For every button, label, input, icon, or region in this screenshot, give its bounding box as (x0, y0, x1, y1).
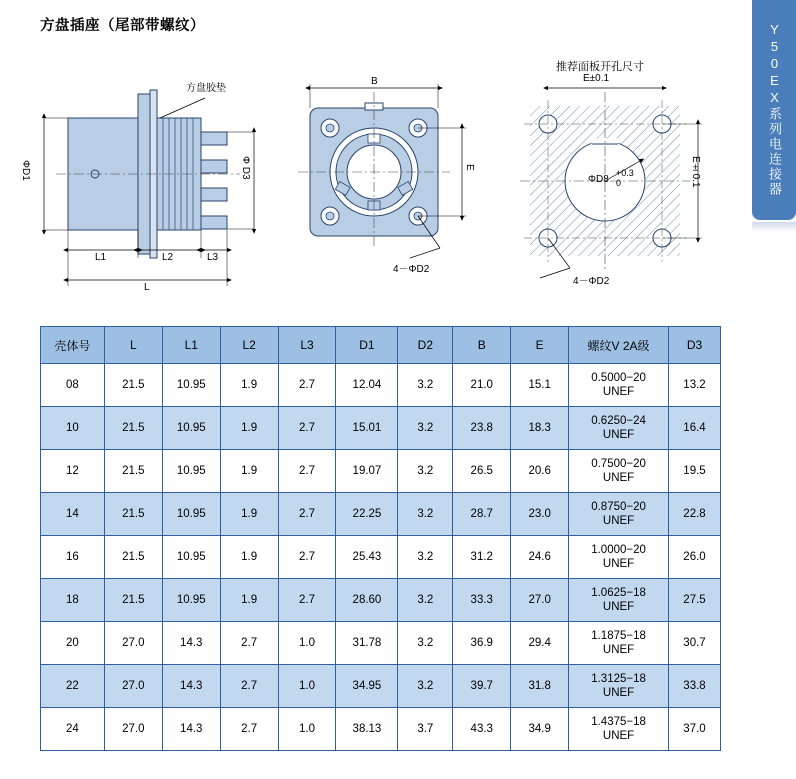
cell-thread-series: UNEF (602, 687, 635, 699)
cell-d1: 12.04 (336, 364, 398, 407)
cell-l2: 2.7 (220, 622, 278, 665)
cell-l1: 10.95 (162, 450, 220, 493)
table-header-row (41, 327, 721, 364)
cell-thread-size: 1.0000−20 (591, 543, 646, 556)
cell-l2: 2.7 (220, 665, 278, 708)
cell-thread-series: UNEF (602, 730, 635, 742)
cell-shell: 14 (41, 493, 105, 536)
cell-shell: 24 (41, 708, 105, 751)
cell-d1: 15.01 (336, 407, 398, 450)
cell-b: 21.0 (453, 364, 511, 407)
cell-d3: 30.7 (669, 622, 721, 665)
cell-b: 31.2 (453, 536, 511, 579)
cell-l1: 10.95 (162, 579, 220, 622)
cell-b: 28.7 (453, 493, 511, 536)
cell-thread (569, 665, 669, 708)
cell-e: 20.6 (511, 450, 569, 493)
cell-e: 18.3 (511, 407, 569, 450)
cell-l3: 1.0 (278, 622, 336, 665)
table-row (41, 579, 721, 622)
cell-l3: 2.7 (278, 450, 336, 493)
cell-l2: 1.9 (220, 450, 278, 493)
cell-b: 43.3 (453, 708, 511, 751)
cell-thread-size: 0.5000−20 (591, 371, 646, 384)
col-header-b: B (453, 327, 511, 364)
cell-l2: 1.9 (220, 536, 278, 579)
cell-l1: 10.95 (162, 407, 220, 450)
cell-l: 27.0 (104, 622, 162, 665)
cell-shell: 22 (41, 665, 105, 708)
cell-l1: 10.95 (162, 493, 220, 536)
cell-shell: 18 (41, 579, 105, 622)
label-l2: L2 (162, 252, 174, 263)
cell-d3: 33.8 (669, 665, 721, 708)
cell-l3: 2.7 (278, 364, 336, 407)
cell-d3: 16.4 (669, 407, 721, 450)
cell-b: 23.8 (453, 407, 511, 450)
cell-shell: 12 (41, 450, 105, 493)
cell-l3: 1.0 (278, 708, 336, 751)
cell-l3: 2.7 (278, 493, 336, 536)
label-d1: ΦD1 (20, 160, 31, 181)
col-header-d2: D2 (398, 327, 453, 364)
cell-thread-size: 0.7500−20 (591, 457, 646, 470)
cell-d3: 26.0 (669, 536, 721, 579)
cell-d2: 3.2 (398, 364, 453, 407)
cell-l1: 10.95 (162, 536, 220, 579)
cell-b: 39.7 (453, 665, 511, 708)
cell-d1: 19.07 (336, 450, 398, 493)
side-view-drawing (44, 90, 254, 286)
cell-l1: 14.3 (162, 665, 220, 708)
cell-d2: 3.2 (398, 450, 453, 493)
cell-l: 21.5 (104, 579, 162, 622)
label-gasket: 方盘胶垫 (186, 83, 226, 94)
table-row (41, 622, 721, 665)
table-row (41, 536, 721, 579)
col-header-d1: D1 (336, 327, 398, 364)
cell-d3: 22.8 (669, 493, 721, 536)
series-side-tab (752, 0, 796, 220)
cell-thread-size: 1.4375−18 (591, 715, 646, 728)
cell-l2: 2.7 (220, 708, 278, 751)
cell-thread (569, 536, 669, 579)
cell-shell: 10 (41, 407, 105, 450)
cell-l: 27.0 (104, 708, 162, 751)
cell-thread-size: 0.6250−24 (591, 414, 646, 427)
label-l3: L3 (207, 252, 219, 263)
cell-l1: 10.95 (162, 364, 220, 407)
cell-d3: 13.2 (669, 364, 721, 407)
cell-thread (569, 622, 669, 665)
table-row (41, 450, 721, 493)
cell-d2: 3.2 (398, 665, 453, 708)
col-header-thread: 螺纹V 2A级 (569, 327, 669, 364)
cell-d3: 19.5 (669, 450, 721, 493)
technical-drawing-area (0, 46, 740, 316)
label-4-d2-front: 4－ΦD2 (393, 264, 430, 275)
cell-d1: 22.25 (336, 493, 398, 536)
cell-d1: 38.13 (336, 708, 398, 751)
cell-b: 36.9 (453, 622, 511, 665)
table-row (41, 708, 721, 751)
label-e-front: E (464, 164, 475, 171)
col-header-l2: L2 (220, 327, 278, 364)
cell-thread-size: 1.1875−18 (591, 629, 646, 642)
cell-d3: 27.5 (669, 579, 721, 622)
cell-d1: 31.78 (336, 622, 398, 665)
cell-shell: 08 (41, 364, 105, 407)
cell-e: 29.4 (511, 622, 569, 665)
cell-d2: 3.2 (398, 579, 453, 622)
panel-cutout-title: 推荐面板开孔尺寸 (556, 61, 644, 73)
table-row (41, 665, 721, 708)
cell-l2: 1.9 (220, 407, 278, 450)
cell-e: 34.9 (511, 708, 569, 751)
cell-e: 31.8 (511, 665, 569, 708)
cell-d2: 3.7 (398, 708, 453, 751)
cell-thread (569, 708, 669, 751)
cell-thread-series: UNEF (602, 429, 635, 441)
cell-l: 21.5 (104, 493, 162, 536)
cell-shell: 20 (41, 622, 105, 665)
series-side-tab-label: Y50EX系列电连接器 (767, 22, 782, 197)
cell-l: 21.5 (104, 536, 162, 579)
label-e-right-cutout: E±0.1 (690, 156, 701, 188)
table-row (41, 407, 721, 450)
cell-l3: 2.7 (278, 407, 336, 450)
cell-l1: 14.3 (162, 622, 220, 665)
drawing-svg (0, 46, 740, 316)
cell-thread-series: UNEF (602, 386, 635, 398)
label-4-d2-cutout: 4－ΦD2 (573, 276, 610, 287)
cell-l2: 1.9 (220, 493, 278, 536)
cell-l: 21.5 (104, 407, 162, 450)
cell-thread (569, 364, 669, 407)
cell-l2: 1.9 (220, 579, 278, 622)
cell-thread (569, 579, 669, 622)
cell-d1: 28.60 (336, 579, 398, 622)
cell-thread-size: 1.3125−18 (591, 672, 646, 685)
cell-thread (569, 493, 669, 536)
cell-e: 27.0 (511, 579, 569, 622)
cell-l3: 2.7 (278, 536, 336, 579)
cell-thread-size: 0.8750−20 (591, 500, 646, 513)
cell-d3: 37.0 (669, 708, 721, 751)
col-header-e: E (511, 327, 569, 364)
cell-l: 27.0 (104, 665, 162, 708)
cell-d2: 3.2 (398, 407, 453, 450)
side-tab-shadow (752, 222, 796, 232)
cell-e: 24.6 (511, 536, 569, 579)
cell-thread (569, 407, 669, 450)
panel-cutout-drawing (520, 88, 702, 278)
cell-thread (569, 450, 669, 493)
page-title: 方盘插座（尾部带螺纹） (40, 18, 205, 34)
col-header-d3: D3 (669, 327, 721, 364)
cell-thread-series: UNEF (602, 515, 635, 527)
col-header-l3: L3 (278, 327, 336, 364)
label-l: L (144, 282, 150, 293)
label-e-top-cutout: E±0.1 (583, 73, 610, 84)
cell-l: 21.5 (104, 450, 162, 493)
cell-b: 26.5 (453, 450, 511, 493)
label-l1: L1 (95, 252, 107, 263)
cell-d2: 3.2 (398, 493, 453, 536)
cell-e: 15.1 (511, 364, 569, 407)
cell-l: 21.5 (104, 364, 162, 407)
label-b: B (371, 76, 378, 87)
cell-e: 23.0 (511, 493, 569, 536)
table-row (41, 493, 721, 536)
cell-thread-size: 1.0625−18 (591, 586, 646, 599)
cell-thread-series: UNEF (602, 558, 635, 570)
cell-d2: 3.2 (398, 536, 453, 579)
specification-table (40, 326, 721, 751)
label-d8-diameter: ΦD8 (588, 174, 609, 185)
label-d8-tol-lower: 0 (616, 178, 622, 188)
cell-d1: 34.95 (336, 665, 398, 708)
cell-d1: 25.43 (336, 536, 398, 579)
cell-thread-series: UNEF (602, 644, 635, 656)
label-d8-tol-upper: +0.3 (616, 168, 634, 178)
cell-l3: 1.0 (278, 665, 336, 708)
cell-d2: 3.2 (398, 622, 453, 665)
cell-l2: 1.9 (220, 364, 278, 407)
cell-thread-series: UNEF (602, 601, 635, 613)
col-header-shell: 壳体号 (41, 327, 105, 364)
cell-shell: 16 (41, 536, 105, 579)
front-view-drawing (298, 84, 466, 258)
cell-l3: 2.7 (278, 579, 336, 622)
cell-thread-series: UNEF (602, 472, 635, 484)
col-header-l: L (104, 327, 162, 364)
cell-b: 33.3 (453, 579, 511, 622)
cell-l1: 14.3 (162, 708, 220, 751)
label-d3: Φ D3 (240, 156, 251, 180)
table-row (41, 364, 721, 407)
col-header-l1: L1 (162, 327, 220, 364)
